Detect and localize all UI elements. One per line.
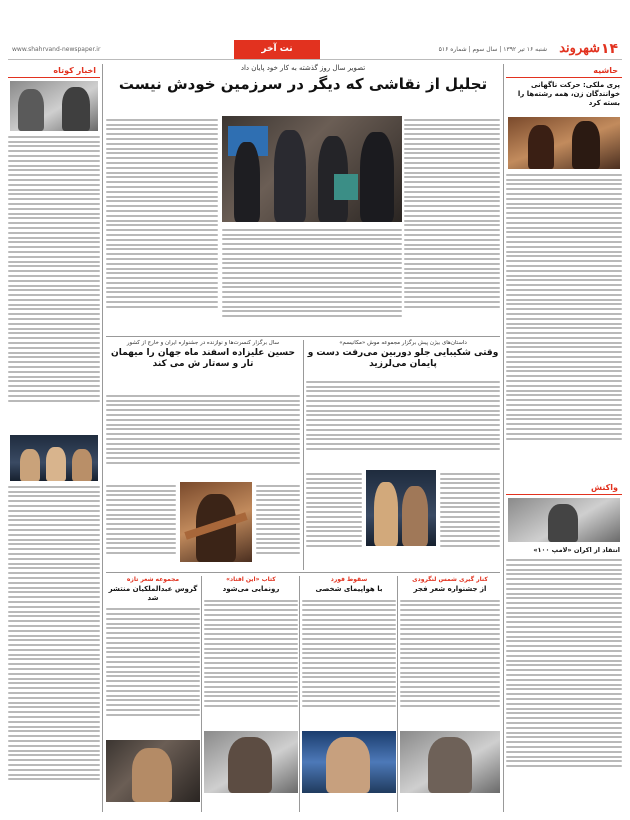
mid-left-photo [180,482,252,562]
mid-right-kicker: داستان‌های بیژن پیش برگزار مجموعه موش «مکانیسم» [339,340,467,346]
mid-right-headline: وقتی شکیبایی جلو دوربین می‌رفت دست و پایمان می‌لرزید [307,348,499,370]
mid-right-body [306,378,500,466]
main-story [106,64,500,94]
mid-left-kicker: سال برگزار کنسرت‌ها و نوازنده در جشنواره ایران و خارج از کشور [126,340,280,346]
right-column-headline: پری ملکی: حرکت ناگهانی خوانندگان زن، همه رشته‌ها را بسته کرد [517,81,620,107]
right-column-body [506,171,622,471]
bottom-story-1: مجموعه شعر تازه گروس عبدالملکیان منتشر شد [106,576,200,812]
left-column [8,64,100,812]
bottom-photo-4 [400,731,500,793]
paper-name: شهروند [559,41,600,56]
mid-right-story [306,340,500,371]
right-column-label: حاشیه [506,64,622,78]
section-badge: نت آخر [234,40,320,59]
mid-right-photo [366,470,436,546]
main-body-right [404,116,500,332]
mid-left-headline: حسین علیزاده اسفند ماه جهان را میهمان تار و سه‌تار ش می کند [111,348,295,370]
bottom-story-3: سقوط فورد با هواپیمای شخصی [302,576,396,812]
second-headline: انتقاد از اکران «لامپ ۱۰۰» [533,546,620,554]
bottom-photo-1 [106,740,200,802]
second-label: واکنش [506,481,622,495]
mid-left-body [106,392,300,478]
main-kicker: تصویر سال روز گذشته به کار خود پایان داد [240,64,366,72]
main-body-center [222,226,402,332]
left-photo-1 [10,81,98,131]
mid-left-story [106,340,300,371]
left-column-label: اخبار کوتاه [8,64,100,78]
second-photo [508,498,620,542]
second-body [506,556,622,796]
right-column-photo [508,117,620,169]
right-column [506,64,622,812]
left-photo-2 [10,435,98,481]
bottom-story-2: کتاب «این افتاد» رونمایی می‌شود [204,576,298,812]
bottom-story-4: کنار گیری شمس لنگرودی از جشنواره شعر فجر [400,576,500,812]
site-url: www.shahrvand-newspaper.ir [12,46,101,53]
page-header [8,40,622,60]
page-number: ۱۴ [600,41,618,57]
bottom-photo-2 [204,731,298,793]
issue-line: شنبه ۱۶ تیر ۱۳۹۲ | سال سوم | شماره ۵۱۶ [438,46,547,53]
bottom-photo-3 [302,731,396,793]
main-body-left [106,116,218,332]
main-photo [222,116,402,222]
main-headline: تجلیل از نقاشی که دیگر در سرزمین خودش نیست [118,75,488,93]
